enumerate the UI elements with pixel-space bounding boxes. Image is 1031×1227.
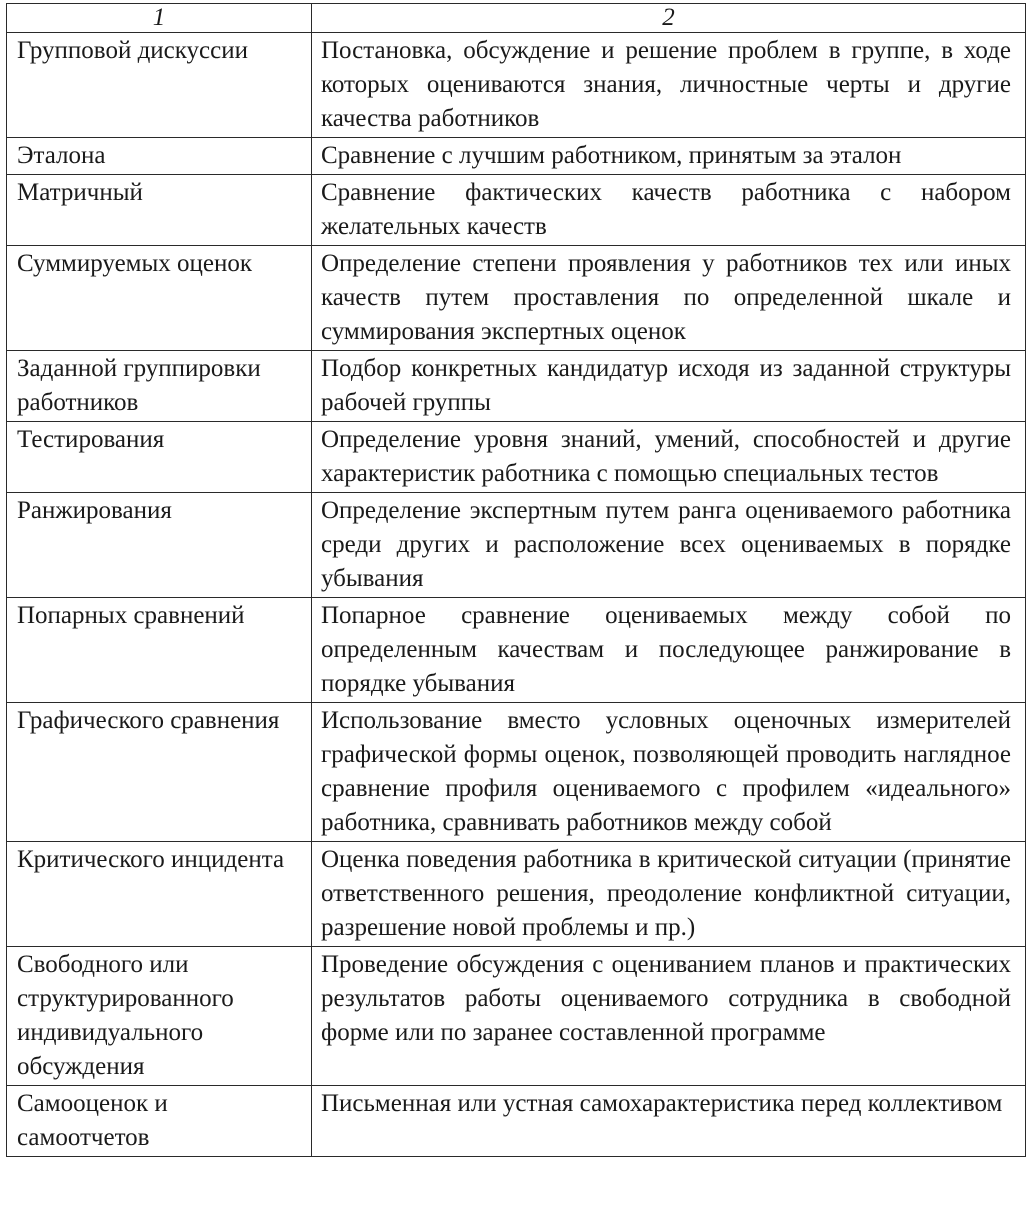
table-row xyxy=(7,703,1026,842)
method-name: Матричный xyxy=(7,175,312,246)
header-row xyxy=(7,4,1026,33)
table-row xyxy=(7,598,1026,703)
table-row xyxy=(7,842,1026,947)
method-description: Попарное сравнение оцениваемых между собой по определенным качествам и последующее ранжирование в порядке убывания xyxy=(312,598,1026,703)
table-row xyxy=(7,246,1026,351)
method-name: Критического инцидента xyxy=(7,842,312,947)
method-name: Заданной группировки работников xyxy=(7,351,312,422)
column-number-2: 2 xyxy=(312,4,1026,33)
method-description: Подбор конкретных кандидатур исходя из заданной структуры рабочей группы xyxy=(312,351,1026,422)
method-description: Проведение обсуждения с оцениванием планов и практических результатов работы оцениваемого сотрудника в свободной форме или по заранее составленной программе xyxy=(312,947,1026,1086)
method-description: Использование вместо условных оценочных измерителей графической формы оценок, позволяющей проводить наглядное сравнение профиля оцениваемого с профилем «идеального» работника, сравнивать работников между собой xyxy=(312,703,1026,842)
method-description: Определение экспертным путем ранга оцениваемого работника среди других и расположение всех оцениваемых в порядке убывания xyxy=(312,493,1026,598)
table-row xyxy=(7,138,1026,175)
method-description: Оценка поведения работника в критической ситуации (принятие ответственного решения, преодоление конфликтной ситуации, разрешение новой проблемы и пр.) xyxy=(312,842,1026,947)
method-description: Письменная или устная самохарактеристика перед коллективом xyxy=(312,1086,1026,1157)
method-name: Эталона xyxy=(7,138,312,175)
method-name: Ранжирования xyxy=(7,493,312,598)
method-name: Суммируемых оценок xyxy=(7,246,312,351)
table-row xyxy=(7,422,1026,493)
methods-table xyxy=(6,3,1026,1157)
method-description: Определение уровня знаний, умений, способностей и другие характеристик работника с помощью специальных тестов xyxy=(312,422,1026,493)
method-name: Групповой дискуссии xyxy=(7,33,312,138)
table-row xyxy=(7,947,1026,1086)
table-row xyxy=(7,175,1026,246)
column-number-1: 1 xyxy=(7,4,312,33)
table-row xyxy=(7,33,1026,138)
method-name: Графического сравнения xyxy=(7,703,312,842)
table-row xyxy=(7,493,1026,598)
method-name: Свободного или структурированного индивидуального обсуждения xyxy=(7,947,312,1086)
method-description: Постановка, обсуждение и решение проблем в группе, в ходе которых оцениваются знания, личностные черты и другие качества работников xyxy=(312,33,1026,138)
method-name: Тестирования xyxy=(7,422,312,493)
method-description: Сравнение фактических качеств работника с набором желательных качеств xyxy=(312,175,1026,246)
method-name: Попарных сравнений xyxy=(7,598,312,703)
method-name: Самооценок и самоотчетов xyxy=(7,1086,312,1157)
method-description: Определение степени проявления у работников тех или иных качеств путем проставления по определенной шкале и суммирования экспертных оценок xyxy=(312,246,1026,351)
table-row xyxy=(7,351,1026,422)
method-description: Сравнение с лучшим работником, принятым за эталон xyxy=(312,138,1026,175)
table-row xyxy=(7,1086,1026,1157)
